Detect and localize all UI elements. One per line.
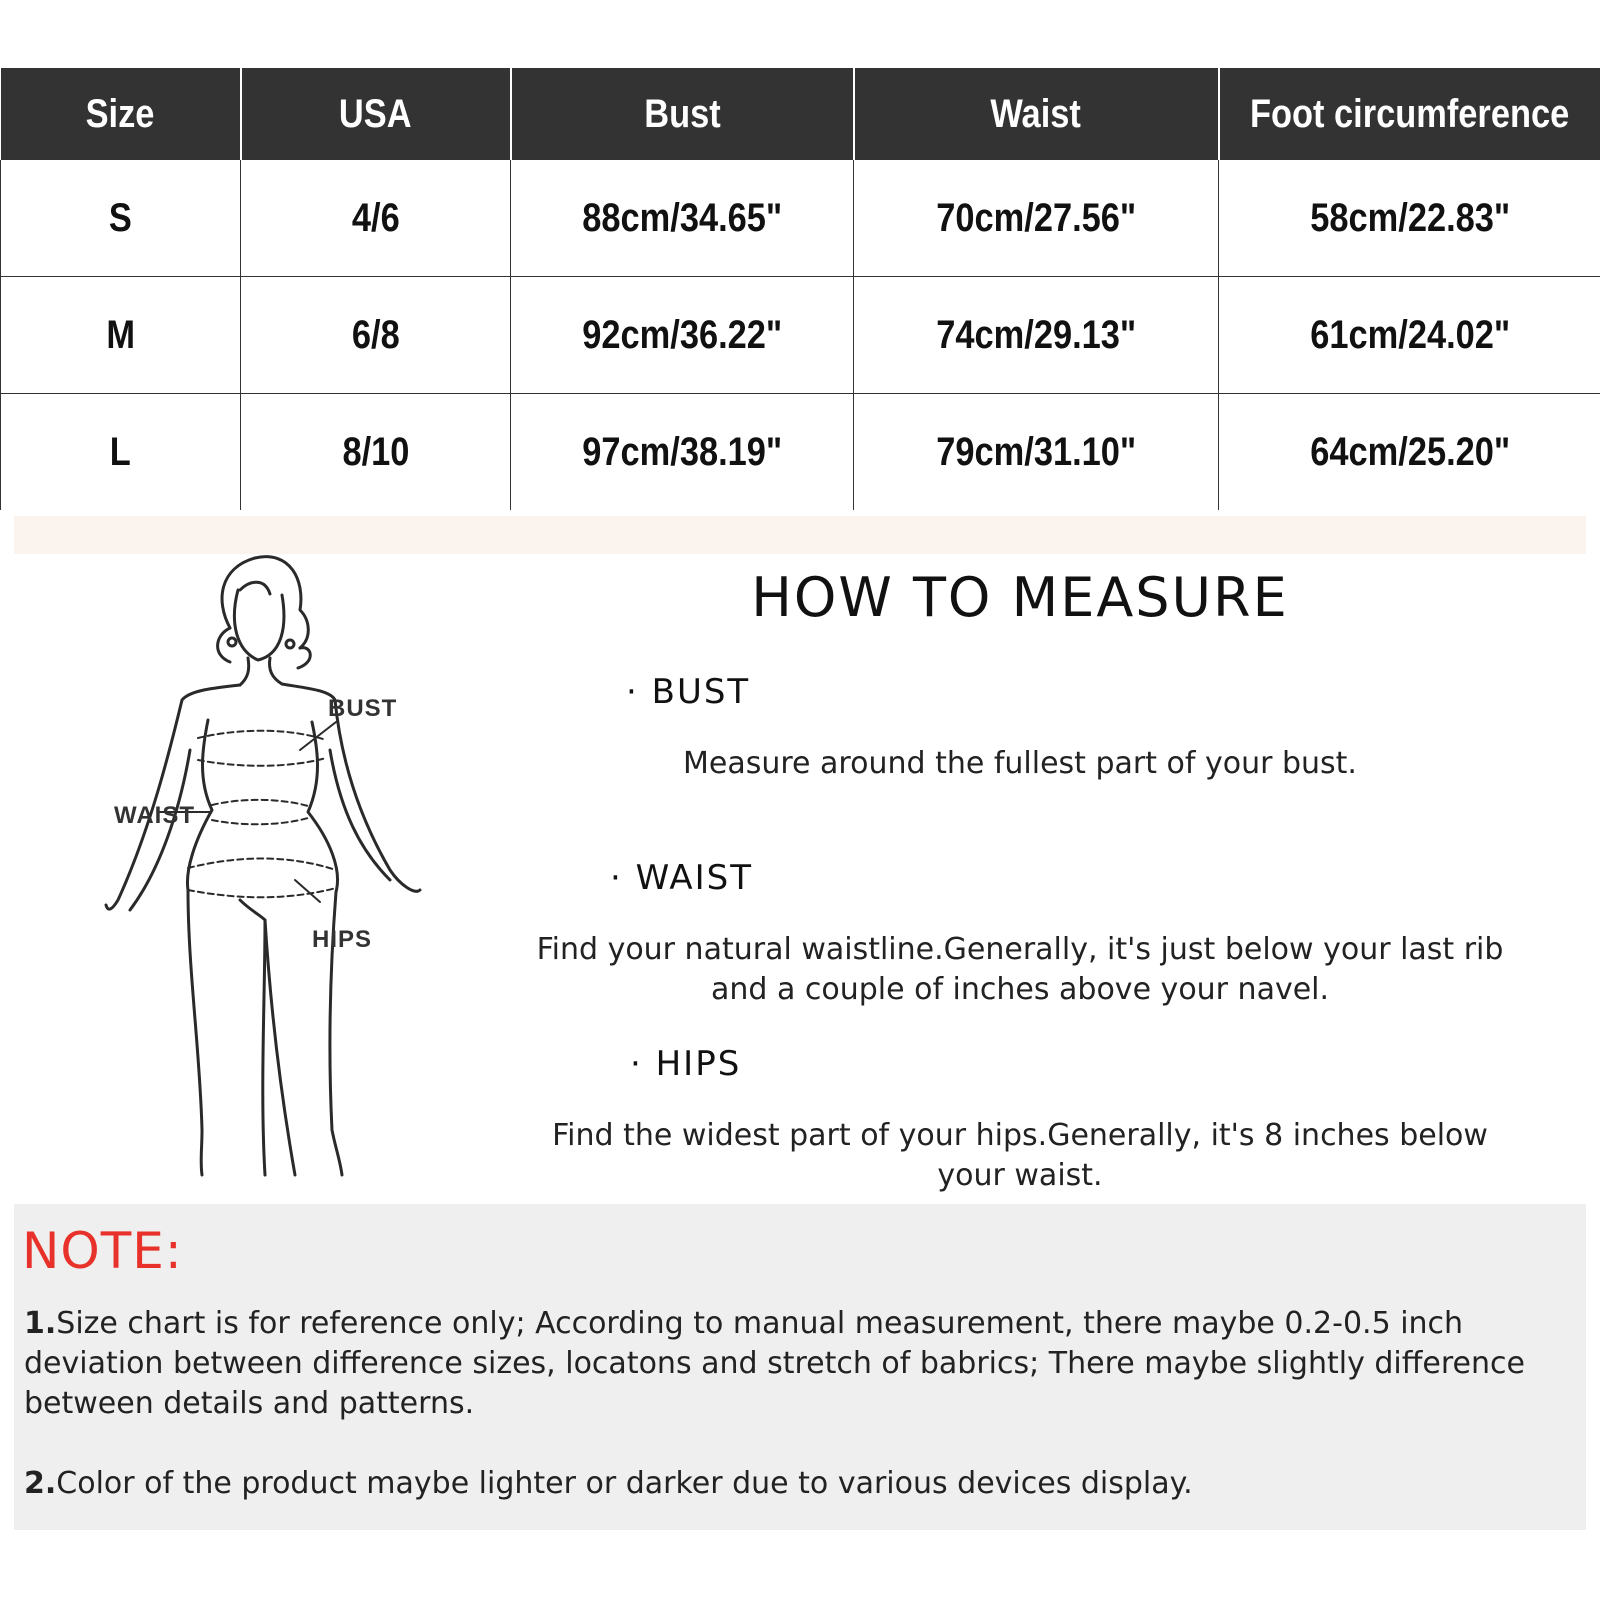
cell-foot-circumference: 58cm/22.83" [1219, 160, 1600, 277]
cell-size: L [1, 394, 241, 511]
cell-bust: 88cm/34.65" [511, 160, 854, 277]
header-waist: Waist [854, 68, 1219, 160]
cell-size: S [1, 160, 241, 277]
body-measurement-figure [90, 550, 450, 1200]
figure-label-waist: WAIST [114, 802, 195, 829]
hips-instruction-line2: your waist. [937, 1158, 1103, 1193]
header-usa: USA [241, 68, 511, 160]
cell-size: M [1, 277, 241, 394]
bust-instruction: Measure around the fullest part of your bust. [683, 746, 1357, 781]
cell-waist: 74cm/29.13" [854, 277, 1219, 394]
body-outline-illustration [90, 550, 450, 1200]
hips-instruction-line1: Find the widest part of your hips.Generally, it's 8 inches below [552, 1118, 1488, 1153]
header-size: Size [1, 68, 241, 160]
table-row [1, 394, 1600, 511]
header-foot-circumference: Foot circumference [1219, 68, 1600, 160]
waist-instruction-line2: and a couple of inches above your navel. [710, 972, 1330, 1007]
note-item-1-number: 1. [24, 1306, 57, 1341]
how-to-measure-title: HOW TO MEASURE [751, 566, 1289, 629]
table-row [1, 160, 1600, 277]
size-table-header-row [1, 68, 1600, 160]
note-box [14, 1204, 1586, 1530]
size-table [0, 68, 1600, 510]
note-item-1-text: Size chart is for reference only; According to manual measurement, there maybe 0.2-0.5 inch [56, 1306, 1464, 1341]
cell-bust: 92cm/36.22" [511, 277, 854, 394]
table-row [1, 277, 1600, 394]
header-bust: Bust [511, 68, 854, 160]
divider-strip [14, 516, 1586, 554]
hips-heading: · HIPS [630, 1044, 742, 1084]
cell-bust: 97cm/38.19" [511, 394, 854, 511]
cell-usa: 8/10 [241, 394, 511, 511]
cell-waist: 70cm/27.56" [854, 160, 1219, 277]
waist-heading: · WAIST [610, 858, 754, 898]
note-item-1-line1 [24, 1304, 1574, 1344]
cell-foot-circumference: 64cm/25.20" [1309, 429, 1510, 474]
note-item-1-line3: between details and patterns. [24, 1386, 475, 1421]
cell-usa: 6/8 [241, 277, 511, 394]
note-item-1-line2: deviation between difference sizes, locatons and stretch of babrics; There maybe slightly difference [24, 1346, 1525, 1381]
bust-heading: · BUST [626, 672, 751, 712]
note-item-2-text: Color of the product maybe lighter or darker due to various devices display. [56, 1466, 1193, 1501]
note-title: NOTE: [22, 1222, 183, 1280]
figure-label-hips: HIPS [312, 926, 373, 953]
note-item-2 [24, 1464, 1574, 1504]
cell-usa: 4/6 [241, 160, 511, 277]
note-item-2-number: 2. [24, 1466, 57, 1501]
figure-label-bust: BUST [328, 695, 398, 722]
cell-foot-circumference: 61cm/24.02" [1219, 277, 1600, 394]
waist-instruction-line1: Find your natural waistline.Generally, it's just below your last rib [536, 932, 1504, 967]
cell-waist: 79cm/31.10" [854, 394, 1219, 511]
